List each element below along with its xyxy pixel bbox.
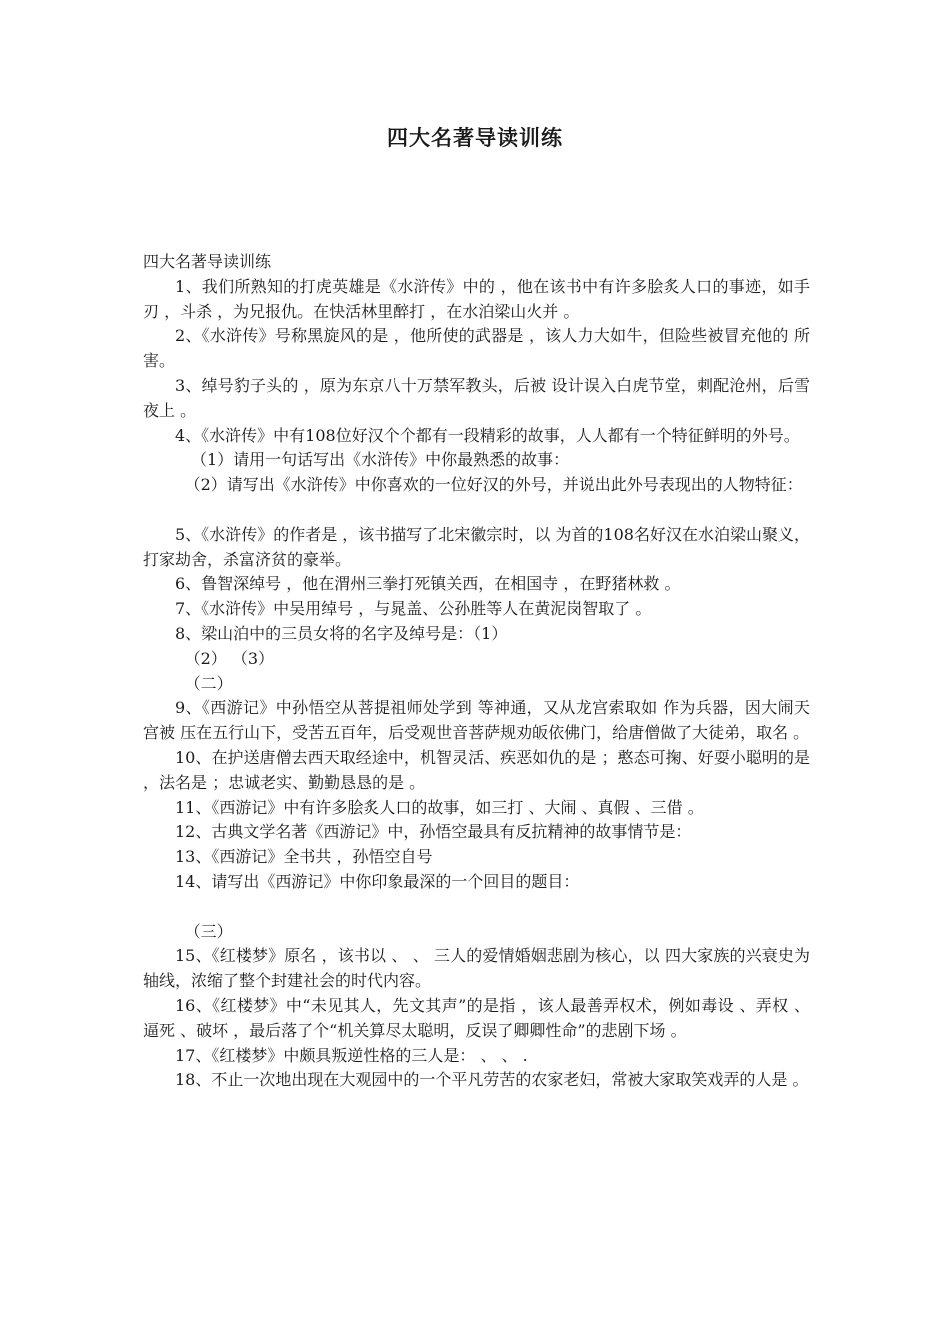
page-title: 四大名著导读训练 [387, 125, 563, 150]
blank-line [143, 895, 810, 920]
question-4-sub-2: （2）请写出《水浒传》中你喜欢的一位好汉的外号，并说出此外号表现出的人物特征： [184, 475, 803, 495]
question-18: 18、不止一次地出现在大观园中的一个平凡劳苦的农家老妇，常被大家取笑戏弄的人是 。 [175, 1070, 809, 1090]
section-2-heading: （二） [184, 673, 233, 693]
question-14: 14、请写出《西游记》中你印象最深的一个回目的题目： [175, 871, 580, 891]
question-13: 13、《西游记》全书共 ，孙悟空自号 [175, 847, 433, 867]
question-6: 6、鲁智深绰号 ，他在渭州三拳打死镇关西，在相国寺 ，在野猪林救 。 [175, 574, 681, 594]
question-9: 9、《西游记》中孙悟空从菩提祖师处学到 等神通，又从龙宫索取如 作为兵器，因大闹天宫被 压在五行山下，受苦五百年，后受观世音菩萨规劝皈依佛门，给唐僧做了大徒弟，取名 。 [143, 698, 810, 743]
section-3-heading: （三） [184, 921, 233, 941]
question-7: 7、《水浒传》中吴用绰号 ，与晁盖、公孙胜等人在黄泥岗智取了 。 [175, 599, 652, 619]
document-body [143, 250, 810, 1093]
question-4-sub-1: （1）请用一句话写出《水浒传》中你最熟悉的故事： [191, 450, 570, 470]
question-17: 17、《红楼梦》中颇具叛逆性格的三人是： 、 、 . [175, 1045, 528, 1065]
question-10: 10、在护送唐僧去西天取经途中，机智灵活、疾恶如仇的是 ；憨态可掬、好耍小聪明的是 ，法名是 ；忠诚老实、勤勤恳恳的是 。 [143, 747, 810, 792]
question-11: 11、《西游记》中有许多脍炙人口的故事，如三打 、大闹 、真假 、三借 。 [175, 797, 704, 817]
question-12: 12、古典文学名著《西游记》中，孙悟空最具有反抗精神的故事情节是： [175, 822, 692, 842]
question-8: 8、梁山泊中的三员女将的名字及绰号是：（1） [175, 623, 508, 643]
question-4: 4、《水浒传》中有108位好汉个个都有一段精彩的故事，人人都有一个特征鲜明的外号。 [175, 425, 800, 445]
question-16: 16、《红楼梦》中“未见其人，先文其声”的是指 ，该人最善弄权术，例如毒设 、弄权 、逼死 、破坏 ，最后落了个“机关算尽太聪明，反误了卿卿性命”的悲剧下场 。 [143, 995, 810, 1040]
question-8-cont: （2） （3） [184, 648, 275, 668]
question-15: 15、《红楼梦》原名 ，该书以 、 、 三人的爱情婚姻悲剧为核心，以 四大家族的兴衰史为轴线，浓缩了整个封建社会的时代内容。 [143, 946, 810, 991]
question-5: 5、《水浒传》的作者是 ，该书描写了北宋徽宗时，以 为首的108名好汉在水泊梁山聚义，打家劫舍，杀富济贫的豪举。 [143, 524, 810, 569]
section-heading: 四大名著导读训练 [143, 252, 272, 271]
question-2: 2、《水浒传》号称黑旋风的是 ，他所使的武器是 ，该人力大如牛，但险些被冒充他的 所害。 [143, 326, 810, 371]
blank-line [143, 498, 810, 523]
question-1: 1、我们所熟知的打虎英雄是《水浒传》中的 ，他在该书中有许多脍炙人口的事迹，如手刃 ，斗杀 ，为兄报仇。在快活林里醉打 ，在水泊梁山火并 。 [143, 276, 810, 321]
question-3: 3、绰号豹子头的 ，原为东京八十万禁军教头，后被 设计误入白虎节堂，刺配沧州，后雪夜上 。 [143, 375, 810, 420]
